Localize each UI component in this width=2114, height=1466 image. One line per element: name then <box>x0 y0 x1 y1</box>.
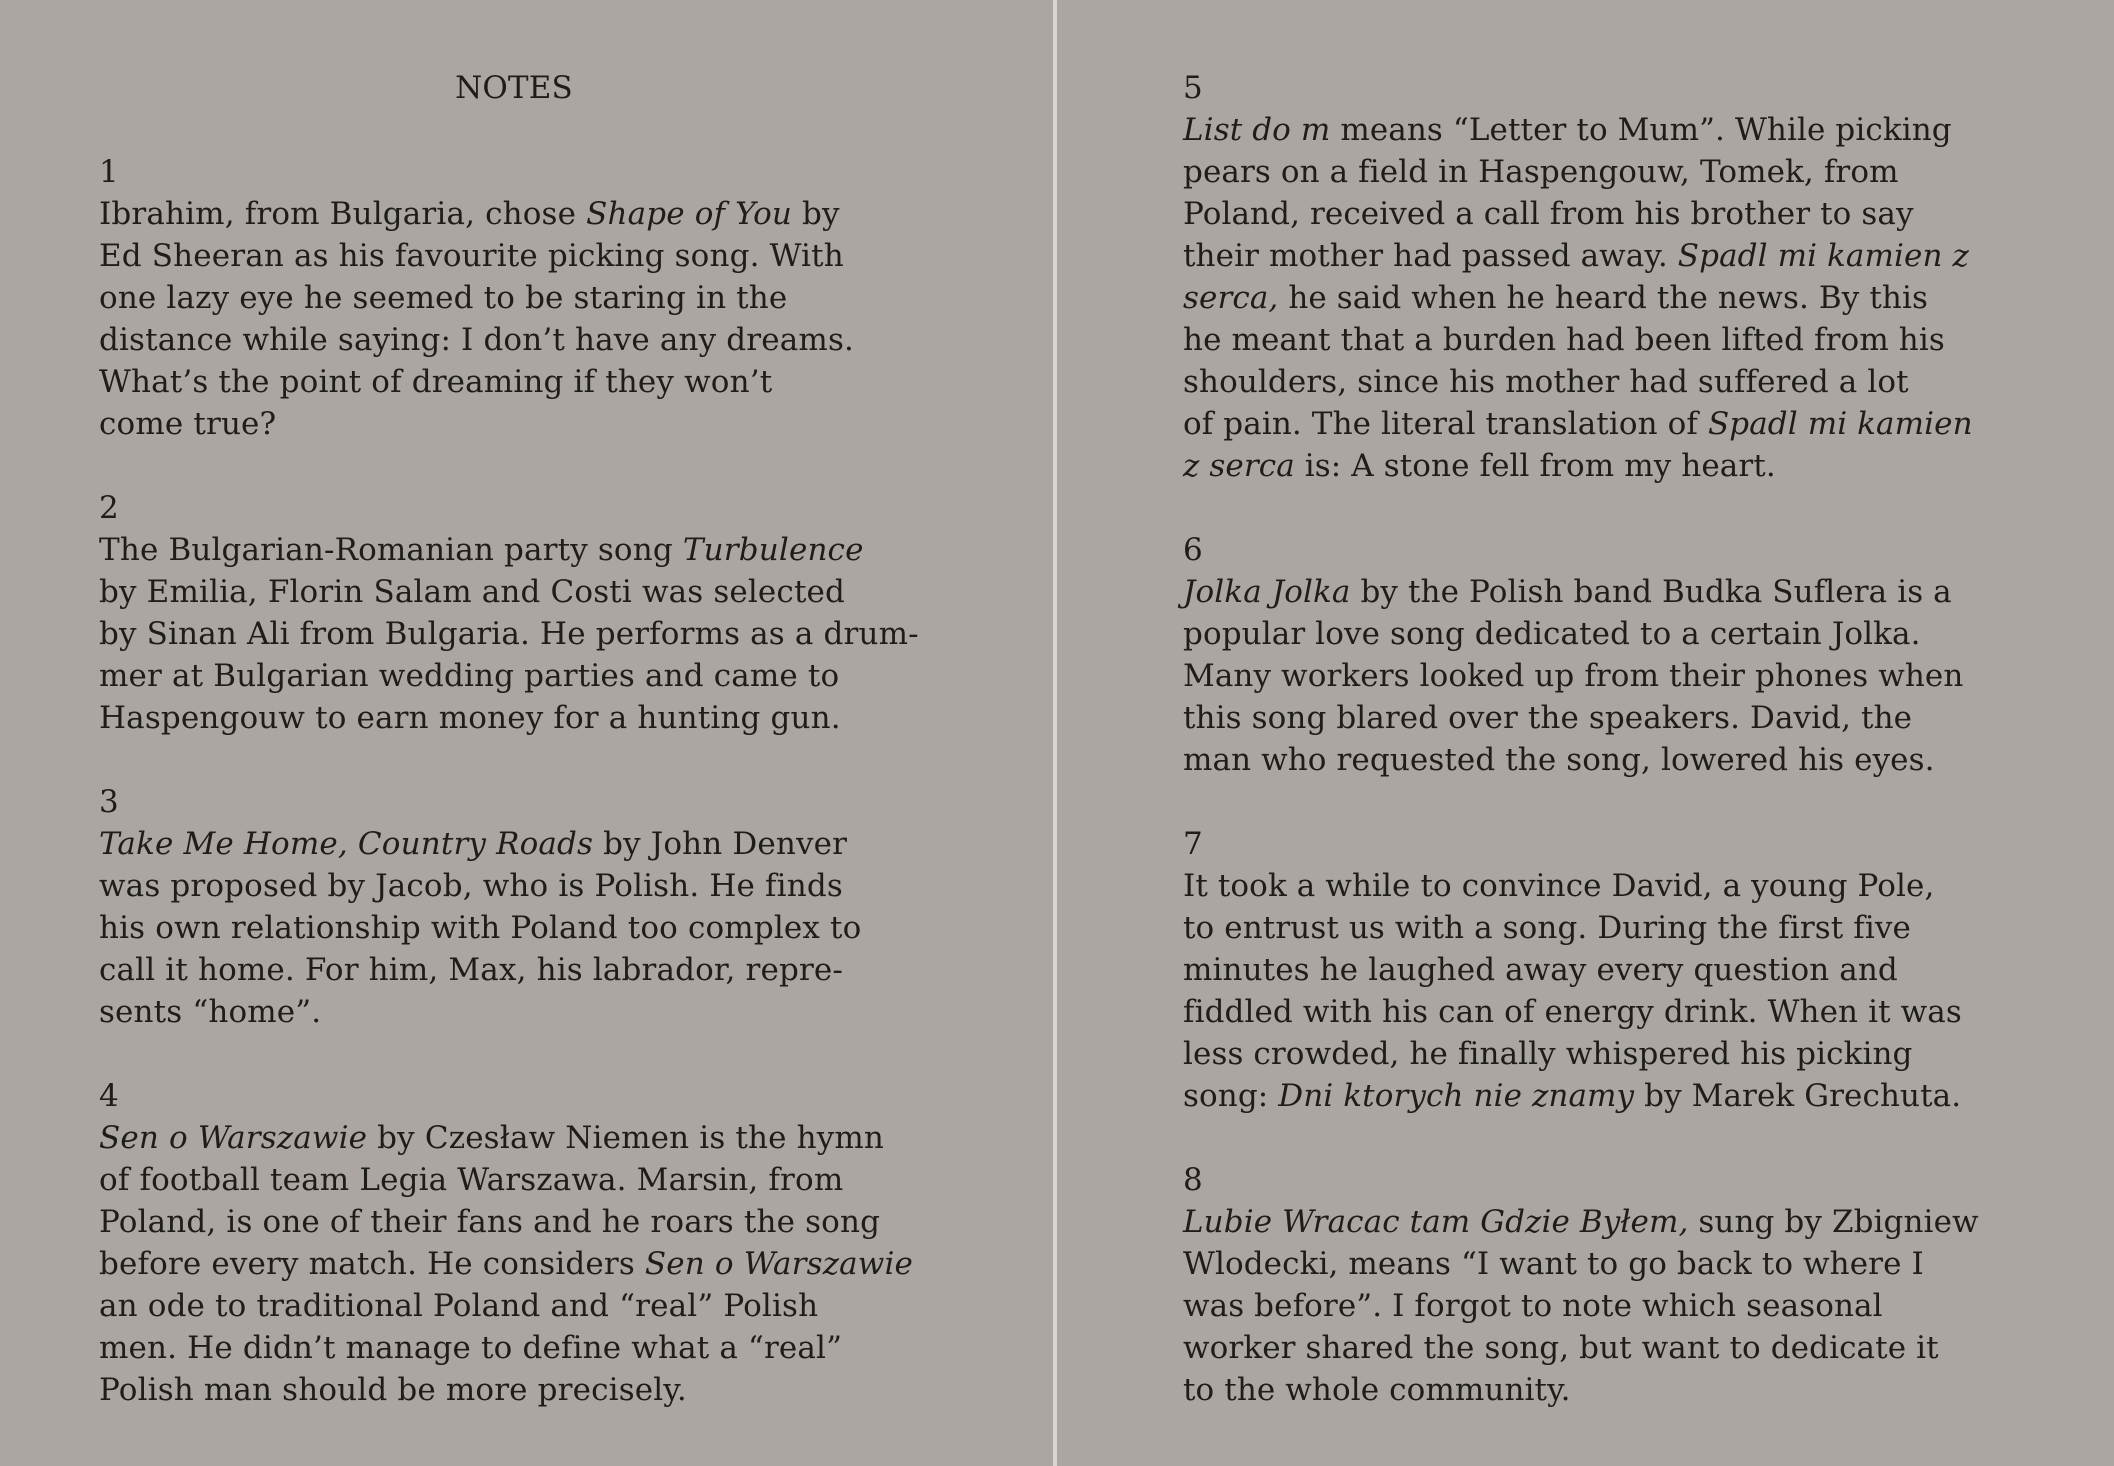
note-text: one lazy eye he seemed to be staring in the <box>99 280 788 316</box>
note-text-line <box>1183 907 2023 949</box>
song-title: z serca <box>1183 448 1295 484</box>
note-text-line <box>99 991 939 1033</box>
note-text-line <box>99 1327 939 1369</box>
note-text: to entrust us with a song. During the first five <box>1183 910 1911 946</box>
note-number: 8 <box>1183 1162 1203 1198</box>
note-number: 4 <box>99 1078 119 1114</box>
note-text-line <box>99 193 939 235</box>
song-title: Take Me Home, Country Roads <box>99 826 594 862</box>
note-text: What’s the point of dreaming if they won’t <box>99 364 773 400</box>
song-title: Spadl mi kamien z <box>1677 238 1969 274</box>
note-text: sents “home”. <box>99 994 322 1030</box>
note-text-line <box>1183 739 2023 781</box>
note-text: of football team Legia Warszawa. Marsin, from <box>99 1162 844 1198</box>
note <box>1183 823 2023 1117</box>
note-text-line <box>99 319 939 361</box>
note-text-line <box>1183 1327 2023 1369</box>
note-text-line <box>1183 1369 2023 1411</box>
note-text-line <box>99 907 939 949</box>
note-text-line <box>1183 193 2023 235</box>
note-text-line <box>99 361 939 403</box>
song-title: serca, <box>1183 280 1279 316</box>
note-text: worker shared the song, but want to dedicate it <box>1183 1330 1939 1366</box>
note-text: minutes he laughed away every question and <box>1183 952 1898 988</box>
left-notes-list <box>99 151 939 1411</box>
song-title: Turbulence <box>682 532 864 568</box>
note-text-line <box>1183 613 2023 655</box>
note-text-line <box>1183 1243 2023 1285</box>
note-text: sung by Zbigniew <box>1688 1204 1979 1240</box>
note-text-line <box>99 1201 939 1243</box>
note-text: by Sinan Ali from Bulgaria. He performs as a drum- <box>99 616 919 652</box>
note-text: by John Denver <box>593 826 848 862</box>
note-text-line <box>1183 571 2023 613</box>
note-text: Wlodecki, means “I want to go back to where I <box>1183 1246 1924 1282</box>
note-text-line <box>1183 319 2023 361</box>
note-text-line <box>99 865 939 907</box>
note-text: means “Letter to Mum”. While picking <box>1330 112 1952 148</box>
note-text-line <box>1183 235 2023 277</box>
note-text: come true? <box>99 406 277 442</box>
left-page <box>99 0 939 1466</box>
note-text-line <box>99 529 939 571</box>
note-text: by the Polish band Budka Suflera is a <box>1350 574 1952 610</box>
note-text-line <box>99 697 939 739</box>
page-gutter <box>1053 0 1057 1466</box>
note-text-line <box>1183 697 2023 739</box>
note-text-line <box>99 1369 939 1411</box>
note-number: 5 <box>1183 70 1203 106</box>
note-text-line <box>1183 949 2023 991</box>
song-title: Shape of You <box>586 196 793 232</box>
note-text: men. He didn’t manage to define what a “real” <box>99 1330 843 1366</box>
note-number: 2 <box>99 490 119 526</box>
note-text-line <box>99 277 939 319</box>
note-text: was proposed by Jacob, who is Polish. He finds <box>99 868 843 904</box>
note-text: song: <box>1183 1078 1279 1114</box>
note-text-line <box>99 655 939 697</box>
note-text: man who requested the song, lowered his eyes. <box>1183 742 1935 778</box>
song-title: Dni ktorych nie znamy <box>1278 1078 1635 1114</box>
song-title: List do m <box>1183 112 1331 148</box>
note-text: before every match. He considers <box>99 1246 645 1282</box>
note <box>99 151 939 445</box>
note-text: fiddled with his can of energy drink. When it was <box>1183 994 1962 1030</box>
note-text: this song blared over the speakers. David, the <box>1183 700 1913 736</box>
note-text: shoulders, since his mother had suffered a lot <box>1183 364 1909 400</box>
note-text: distance while saying: I don’t have any dreams. <box>99 322 855 358</box>
note-text-line <box>1183 1033 2023 1075</box>
song-title: Sen o Warszawie <box>644 1246 914 1282</box>
note-number: 3 <box>99 784 119 820</box>
note-text: by Czesław Niemen is the hymn <box>367 1120 885 1156</box>
note-text: It took a while to convince David, a young Pole, <box>1183 868 1935 904</box>
note-text: Haspengouw to earn money for a hunting gun. <box>99 700 841 736</box>
note-text: was before”. I forgot to note which seasonal <box>1183 1288 1883 1324</box>
note-text: popular love song dedicated to a certain Jolka. <box>1183 616 1921 652</box>
note-text-line <box>99 1243 939 1285</box>
note-text-line <box>1183 361 2023 403</box>
note-text: Poland, is one of their fans and he roars the song <box>99 1204 881 1240</box>
note-text-line <box>99 235 939 277</box>
note-text-line <box>1183 655 2023 697</box>
note-text-line <box>1183 1285 2023 1327</box>
note-text-line <box>1183 1201 2023 1243</box>
page-title: NOTES <box>455 70 573 106</box>
note <box>99 487 939 739</box>
note-text: an ode to traditional Poland and “real” Polish <box>99 1288 819 1324</box>
note-text-line <box>99 403 939 445</box>
note-text: to the whole community. <box>1183 1372 1571 1408</box>
note-text: by Marek Grechuta. <box>1634 1078 1962 1114</box>
note-text-line <box>1183 445 2023 487</box>
note-text: Poland, received a call from his brother to say <box>1183 196 1914 232</box>
note-text: he said when he heard the news. By this <box>1278 280 1929 316</box>
song-title: Sen o Warszawie <box>99 1120 368 1156</box>
note-text: Ed Sheeran as his favourite picking song. With <box>99 238 844 274</box>
right-page <box>1183 0 2023 1466</box>
note-text-line <box>1183 109 2023 151</box>
note-text-line <box>99 823 939 865</box>
note-text: by <box>792 196 840 232</box>
song-title: Spadl mi kamien <box>1707 406 1973 442</box>
note-text: Polish man should be more precisely. <box>99 1372 687 1408</box>
note <box>99 781 939 1033</box>
note-text: by Emilia, Florin Salam and Costi was selected <box>99 574 846 610</box>
note-text-line <box>1183 403 2023 445</box>
note-text-line <box>1183 277 2023 319</box>
note-text: is: A stone fell from my heart. <box>1294 448 1776 484</box>
note-text-line <box>99 571 939 613</box>
note <box>1183 67 2023 487</box>
note-text-line <box>99 949 939 991</box>
note-text-line <box>1183 1075 2023 1117</box>
note-text-line <box>99 613 939 655</box>
note-text: call it home. For him, Max, his labrador, repre- <box>99 952 844 988</box>
song-title: Jolka Jolka <box>1183 574 1351 610</box>
note-text: Ibrahim, from Bulgaria, chose <box>99 196 587 232</box>
note <box>99 1075 939 1411</box>
note-text: his own relationship with Poland too complex to <box>99 910 862 946</box>
note-text: mer at Bulgarian wedding parties and came to <box>99 658 840 694</box>
note-text: The Bulgarian-Romanian party song <box>99 532 683 568</box>
note-number: 1 <box>99 154 119 190</box>
note-number: 6 <box>1183 532 1203 568</box>
note <box>1183 529 2023 781</box>
note-text: less crowded, he finally whispered his picking <box>1183 1036 1913 1072</box>
note <box>1183 1159 2023 1411</box>
note-text-line <box>1183 991 2023 1033</box>
note-text-line <box>99 1285 939 1327</box>
right-notes-list <box>1183 67 2023 1411</box>
note-text: pears on a field in Haspengouw, Tomek, from <box>1183 154 1899 190</box>
note-text-line <box>1183 151 2023 193</box>
note-text: he meant that a burden had been lifted from his <box>1183 322 1945 358</box>
note-text: their mother had passed away. <box>1183 238 1678 274</box>
note-text: of pain. The literal translation of <box>1183 406 1708 442</box>
note-text-line <box>99 1117 939 1159</box>
note-number: 7 <box>1183 826 1203 862</box>
note-text: Many workers looked up from their phones when <box>1183 658 1964 694</box>
note-text-line <box>99 1159 939 1201</box>
song-title: Lubie Wracac tam Gdzie Byłem, <box>1183 1204 1689 1240</box>
note-text-line <box>1183 865 2023 907</box>
